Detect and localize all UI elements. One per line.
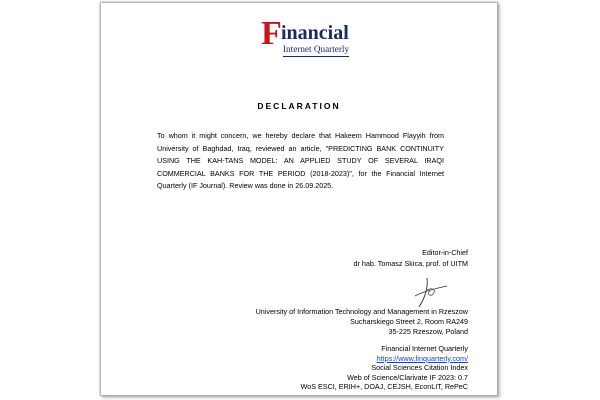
editor-block — [353, 248, 468, 269]
editor-name: dr hab. Tomasz Skica, prof. of UITM — [353, 258, 468, 268]
logo-subtitle: Internet Quarterly — [283, 44, 350, 54]
journal-name: Financial Internet Quarterly — [381, 344, 468, 353]
editor-role: Editor-in-Chief — [422, 248, 468, 257]
logo-underline — [283, 56, 349, 57]
journal-info — [301, 344, 468, 392]
university-street: Sucharskiego Street 2, Room RA249 — [350, 317, 468, 326]
journal-index: Social Sciences Citation Index — [371, 363, 468, 372]
declaration-page — [101, 3, 497, 395]
university-address — [256, 307, 468, 337]
journal-impact: Web of Science/Clarivate IF 2023: 0.7 — [347, 372, 468, 382]
declaration-body: To whom it might concern, we hereby declare that Hakeem Hammood Flayyih from University of Baghdad, Iraq, reviewed an article, "PREDICTING BANK CONTINUITY USING THE KAH-TANS MODEL: AN APPLIED STUDY OF SEVERAL IRAQI COMMERCIAL BANKS FOR THE PERIOD (2018-2023)", for the Financial Internet Quarterly (IF Journal). Review was done in 26.09.2025. — [157, 131, 444, 190]
university-city: 35-225 Rzeszow, Poland — [388, 327, 468, 336]
journal-databases: WoS ESCI, ERIH+, DOAJ, CEJSH, EconLIT, RePeC — [300, 382, 468, 391]
logo-word: inancial — [281, 22, 349, 44]
logo-initial: F — [261, 15, 282, 52]
university-name: University of Information Technology and Management in Rzeszow — [255, 307, 468, 316]
journal-logo — [261, 15, 351, 60]
journal-link[interactable]: https://www.finquarterly.com/ — [376, 353, 468, 363]
editor-signature — [413, 276, 449, 310]
declaration-title: DECLARATION — [257, 101, 341, 111]
